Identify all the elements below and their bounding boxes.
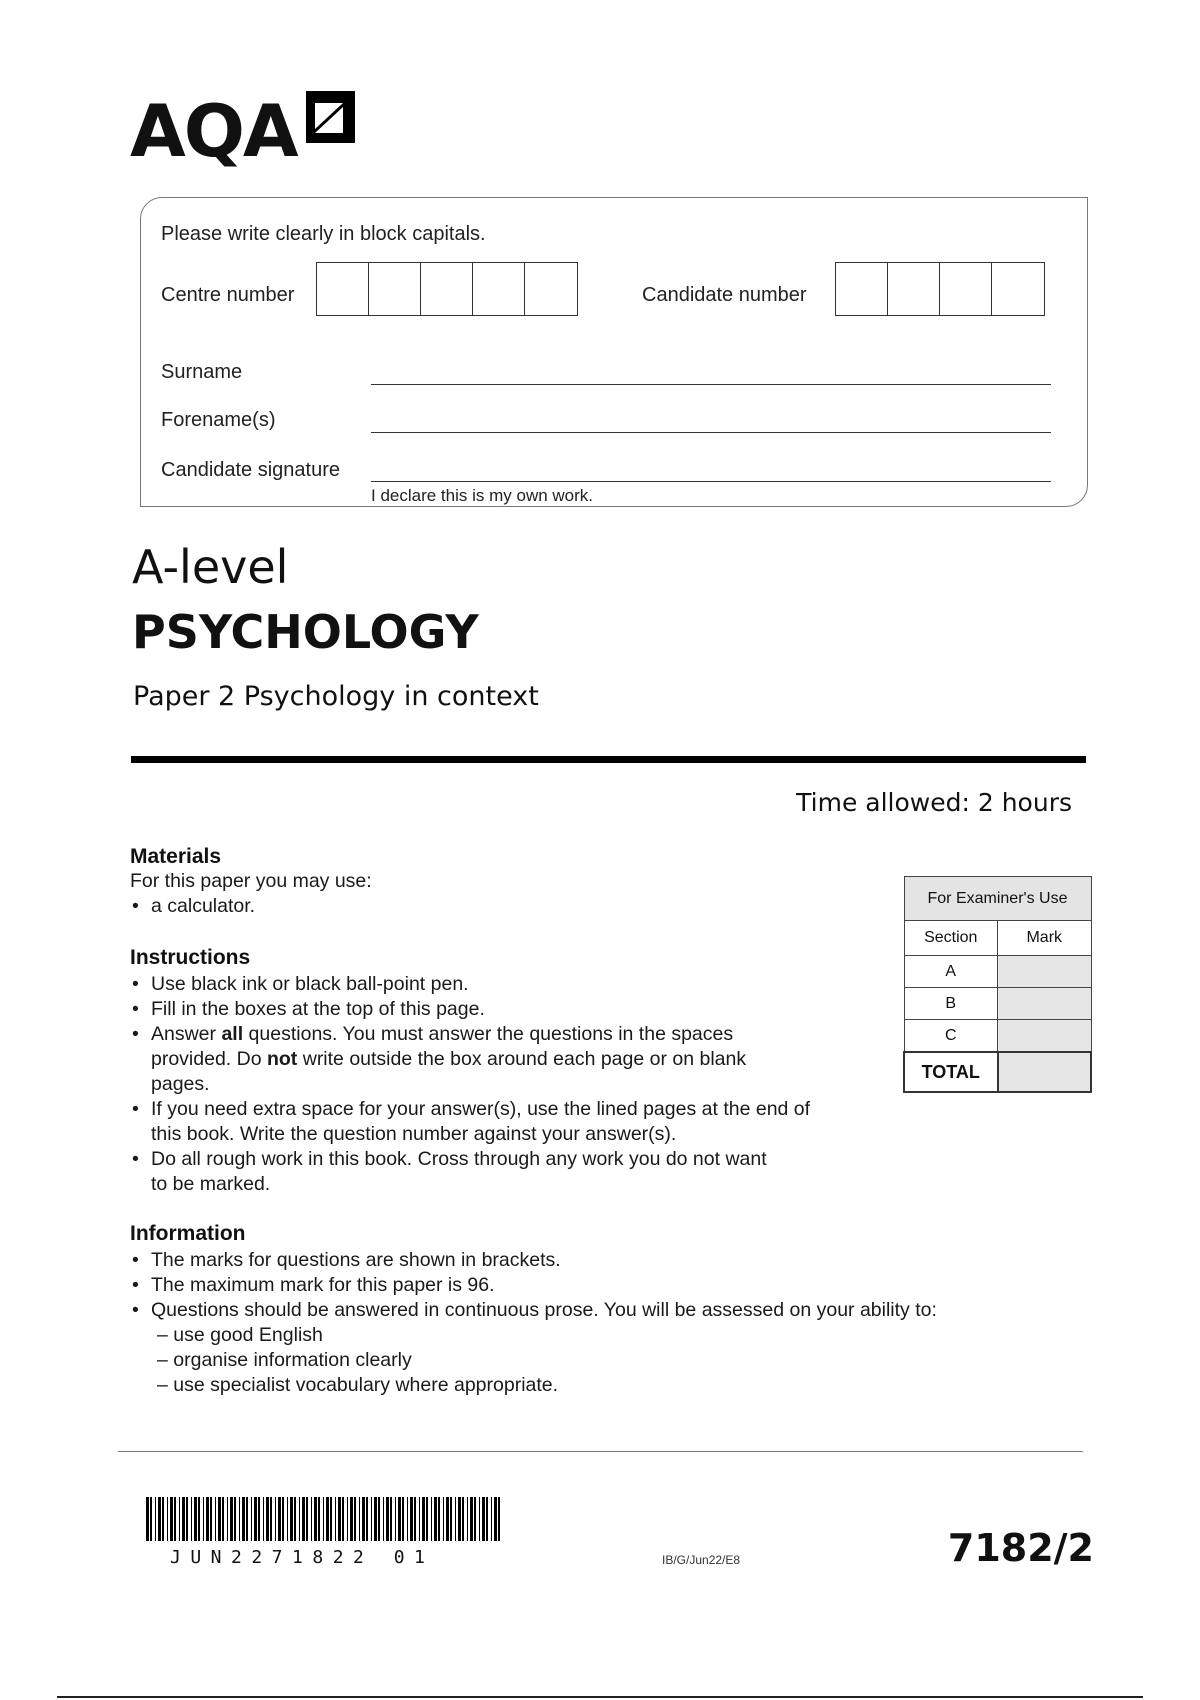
- surname-label: Surname: [161, 361, 243, 383]
- information-item: • Questions should be answered in continuous prose. You will be assessed on your ability to:: [130, 1298, 1030, 1323]
- page-bottom-rule: [57, 1696, 1143, 1698]
- candidate-digit-box[interactable]: [888, 263, 940, 315]
- signature-line[interactable]: [371, 481, 1051, 482]
- mark-column-header: Mark: [998, 921, 1092, 956]
- logo-text: AQA: [130, 89, 297, 173]
- materials-intro: For this paper you may use:: [130, 870, 372, 892]
- candidate-number-boxes[interactable]: [835, 262, 1045, 316]
- materials-section: [130, 845, 830, 919]
- information-item: • The marks for questions are shown in brackets.: [130, 1248, 1030, 1273]
- centre-digit-box[interactable]: [525, 263, 577, 315]
- centre-digit-box[interactable]: [473, 263, 525, 315]
- title-divider: [131, 756, 1086, 763]
- information-section: [130, 1222, 1030, 1398]
- block-capitals-instruction: Please write clearly in block capitals.: [161, 223, 486, 245]
- section-c-mark-cell: [998, 1020, 1092, 1053]
- forenames-label: Forename(s): [161, 409, 276, 431]
- total-mark-cell: [998, 1052, 1092, 1092]
- paper-title: Paper 2 Psychology in context: [133, 681, 539, 712]
- instructions-section: [130, 946, 850, 1197]
- assessment-criterion: – use specialist vocabulary where appropriate.: [157, 1374, 559, 1396]
- materials-item: • a calculator.: [130, 894, 830, 919]
- information-item: • The maximum mark for this paper is 96.: [130, 1273, 1030, 1298]
- section-column-header: Section: [904, 921, 998, 956]
- materials-heading: Materials: [130, 845, 222, 868]
- candidate-digit-box[interactable]: [940, 263, 992, 315]
- qualification-title: A-level: [132, 540, 289, 594]
- footer-divider: [118, 1451, 1083, 1452]
- declaration-text: I declare this is my own work.: [371, 486, 594, 505]
- subject-title: PSYCHOLOGY: [132, 605, 479, 659]
- instruction-item: • Fill in the boxes at the top of this page.: [130, 997, 830, 1022]
- section-b-label: B: [904, 988, 998, 1020]
- surname-line[interactable]: [371, 384, 1051, 385]
- centre-number-label: Centre number: [161, 284, 295, 306]
- assessment-criterion: – use good English: [157, 1324, 323, 1346]
- forenames-line[interactable]: [371, 432, 1051, 433]
- candidate-number-label: Candidate number: [642, 284, 807, 306]
- section-c-label: C: [904, 1020, 998, 1053]
- section-a-mark-cell: [998, 956, 1092, 988]
- information-heading: Information: [130, 1222, 246, 1245]
- assessment-criterion: – organise information clearly: [157, 1349, 412, 1371]
- paper-code: 7182/2: [947, 1526, 1094, 1570]
- centre-digit-box[interactable]: [317, 263, 369, 315]
- instruction-item: • If you need extra space for your answer(s), use the lined pages at the end of this book. Write the question number against your answer(s).: [130, 1097, 841, 1147]
- aqa-flag-icon: [303, 89, 357, 145]
- instruction-item: • Use black ink or black ball-point pen.: [130, 972, 830, 997]
- centre-digit-box[interactable]: [369, 263, 421, 315]
- barcode: [146, 1497, 506, 1545]
- instruction-item: • Do all rough work in this book. Cross through any work you do not want to be marked.: [130, 1147, 781, 1197]
- document-reference: IB/G/Jun22/E8: [662, 1553, 741, 1567]
- barcode-number: JUN2271822 01: [170, 1547, 435, 1568]
- instruction-item: • Answer all questions. You must answer the questions in the spaces provided. Do not write outside the box around each page or on blank pages.: [130, 1022, 771, 1097]
- examiner-table-heading: For Examiner's Use: [904, 877, 1091, 921]
- total-label: TOTAL: [904, 1052, 998, 1092]
- examiner-use-table: [903, 876, 1092, 1093]
- candidate-digit-box[interactable]: [992, 263, 1044, 315]
- time-allowed: Time allowed: 2 hours: [796, 788, 1072, 817]
- instructions-heading: Instructions: [130, 946, 251, 969]
- signature-label: Candidate signature: [161, 459, 341, 481]
- centre-digit-box[interactable]: [421, 263, 473, 315]
- aqa-logo: [130, 89, 357, 173]
- section-b-mark-cell: [998, 988, 1092, 1020]
- centre-number-boxes[interactable]: [316, 262, 578, 316]
- candidate-digit-box[interactable]: [836, 263, 888, 315]
- section-a-label: A: [904, 956, 998, 988]
